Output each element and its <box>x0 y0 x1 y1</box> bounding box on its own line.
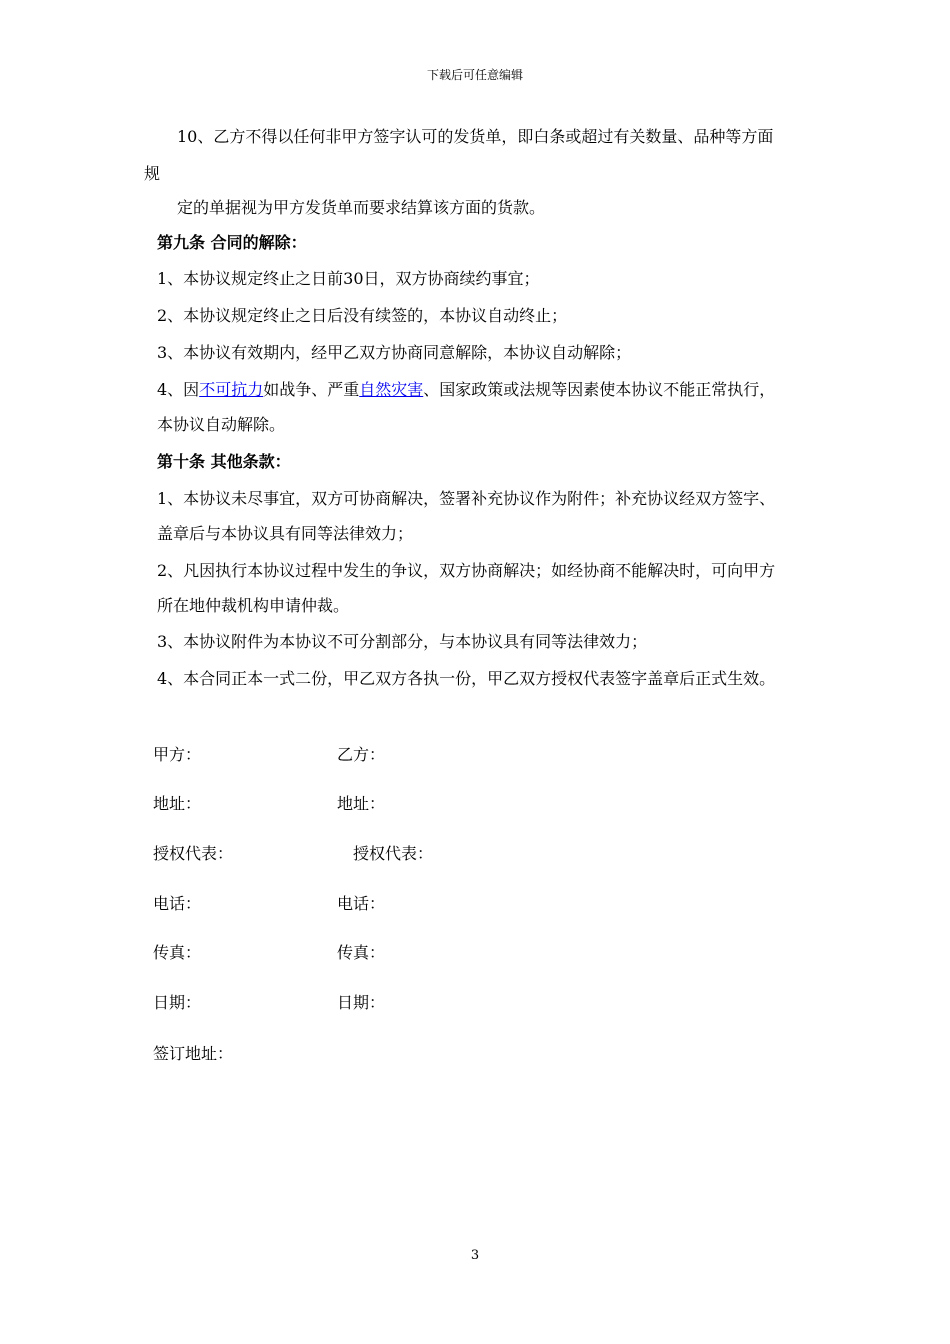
clause9-item3: 3、本协议有效期内，经甲乙双方协商同意解除，本协议自动解除； <box>157 343 632 362</box>
clause9-item4-line2: 本协议自动解除。 <box>157 415 286 434</box>
clause8-item10-line2: 规 <box>144 164 161 183</box>
clause10-item1-line2: 盖章后与本协议具有同等法律效力； <box>157 524 414 543</box>
phone-a-label: 电话： <box>153 894 202 913</box>
clause8-item10-line1: 10、乙方不得以任何非甲方签字认可的发货单，即白条或超过有关数量、品种等方面 <box>177 127 774 146</box>
party-a-label: 甲方： <box>153 745 202 764</box>
address-b-label: 地址： <box>337 794 386 813</box>
address-a-label: 地址： <box>153 794 202 813</box>
fax-b-label: 传真： <box>337 943 386 962</box>
clause9-item1: 1、本协议规定终止之日前30日，双方协商续约事宜； <box>157 269 540 288</box>
clause9-heading: 第九条 合同的解除： <box>157 233 307 252</box>
clause9-item2: 2、本协议规定终止之日后没有续签的，本协议自动终止； <box>157 306 568 325</box>
fax-a-label: 传真： <box>153 943 202 962</box>
clause10-item1-line1: 1、本协议未尽事宜，双方可协商解决，签署补充协议作为附件；补充协议经双方签字、 <box>157 489 776 508</box>
clause8-item10-line3: 定的单据视为甲方发货单而要求结算该方面的货款。 <box>177 198 546 217</box>
natural-disaster-link[interactable]: 自然灾害 <box>359 380 424 399</box>
date-b-label: 日期： <box>337 993 386 1012</box>
date-a-label: 日期： <box>153 993 202 1012</box>
phone-b-label: 电话： <box>337 894 386 913</box>
clause10-item2-line1: 2、凡因执行本协议过程中发生的争议，双方协商解决；如经协商不能解决时，可向甲方 <box>157 561 776 580</box>
representative-b-label: 授权代表： <box>353 844 434 863</box>
force-majeure-link[interactable]: 不可抗力 <box>199 380 264 399</box>
clause10-item4: 4、本合同正本一式二份，甲乙双方各执一份，甲乙双方授权代表签字盖章后正式生效。 <box>157 669 776 688</box>
signing-place-label: 签订地址： <box>153 1044 234 1063</box>
clause10-item2-line2: 所在地仲裁机构申请仲裁。 <box>157 596 350 615</box>
party-b-label: 乙方： <box>337 745 386 764</box>
clause9-item4-mid: 如战争、严重 <box>263 380 360 399</box>
clause9-item4-line1 <box>157 380 775 400</box>
clause9-item4-suffix: 、国家政策或法规等因素使本协议不能正常执行， <box>423 380 776 399</box>
clause10-heading: 第十条 其他条款： <box>157 452 291 471</box>
page-number: 3 <box>470 1248 480 1263</box>
clause9-item4-prefix: 4、因 <box>157 380 200 399</box>
clause10-item3: 3、本协议附件为本协议不可分割部分，与本协议具有同等法律效力； <box>157 632 648 651</box>
representative-a-label: 授权代表： <box>153 844 234 863</box>
page-header: 下载后可任意编辑 <box>426 68 523 82</box>
